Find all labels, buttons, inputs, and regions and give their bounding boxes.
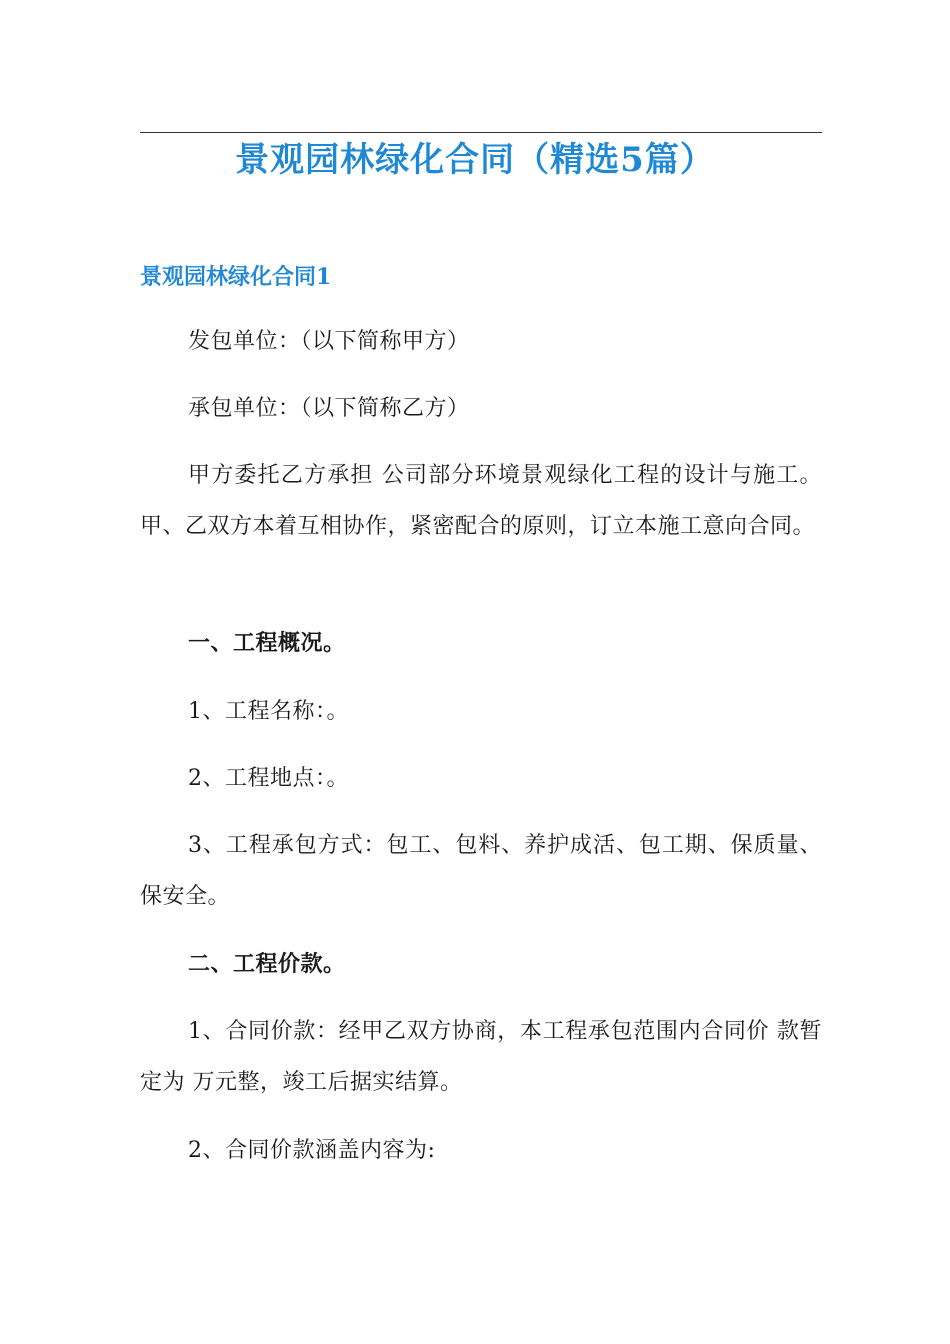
paragraph-intro: 甲方委托乙方承担 公司部分环境景观绿化工程的设计与施工。甲、乙双方本着互相协作，紧密配合的原则，订立本施工意向合同。 (140, 463, 822, 539)
heading-project-price: 二、工程价款。 (188, 951, 346, 977)
heading-project-overview: 一、工程概况。 (188, 630, 346, 656)
document-title: 景观园林绿化合同（精选5篇） (235, 140, 715, 180)
paragraph-project-name: 1、工程名称：。 (188, 699, 349, 724)
paragraph-price-coverage: 2、合同价款涵盖内容为: (188, 1138, 436, 1163)
paragraph-contract-price: 1、合同价款：经甲乙双方协商，本工程承包范围内合同价 款暂定为 万元整，竣工后据实结算。 (140, 1019, 822, 1095)
paragraph-contractor: 承包单位：（以下简称乙方） (188, 396, 470, 421)
header-rule (140, 132, 822, 133)
paragraph-contract-method: 3、工程承包方式：包工、包料、养护成活、包工期、保质量、保安全。 (140, 833, 822, 909)
paragraph-project-location: 2、工程地点：。 (188, 766, 349, 791)
section-heading: 景观园林绿化合同1 (140, 264, 332, 290)
paragraph-employer: 发包单位：（以下简称甲方） (188, 329, 470, 354)
